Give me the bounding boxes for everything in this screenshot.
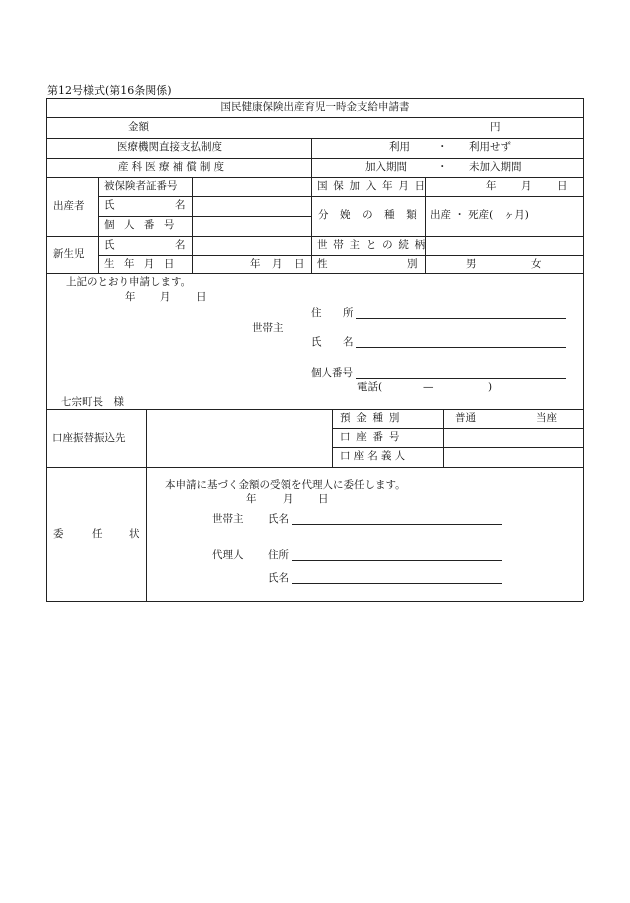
row-divider: [46, 409, 583, 410]
form-title: 国民健康保険出産育児一時金支給申請書: [220, 101, 410, 113]
delegation-date-day: 日: [318, 493, 329, 505]
delegation-label-1: 委: [53, 528, 64, 540]
insured-number-label: 被保険者証番号: [104, 180, 178, 192]
relation-label: 世帯主との続柄: [317, 239, 431, 251]
col-divider: [311, 177, 312, 273]
bank-section-label: 口座振替振込先: [52, 432, 126, 444]
delegation-label-2: 任: [92, 528, 103, 540]
applicant-address-label-2: 所: [343, 307, 354, 319]
deposit-regular[interactable]: 普通: [455, 412, 476, 424]
newborn-section-label: 新生児: [53, 248, 85, 260]
col-divider: [443, 409, 444, 467]
delegation-agent-name-label: 氏名: [268, 572, 289, 584]
applicant-phone-close: ): [488, 381, 493, 393]
row-divider: [46, 177, 583, 178]
row-divider: [46, 117, 583, 118]
applicant-address-label-1: 住: [311, 307, 322, 319]
delivery-type-label: 分娩の種類: [318, 209, 429, 221]
form-number-label: 第12号様式(第16条関係): [47, 84, 172, 97]
applicant-phone-dash: —: [423, 381, 434, 393]
applicant-name-line[interactable]: [356, 347, 566, 348]
delegation-householder-label: 世帯主: [212, 513, 244, 525]
application-date-day: 日: [196, 291, 207, 303]
col-divider: [146, 409, 147, 601]
deposit-checking[interactable]: 当座: [536, 412, 557, 424]
compensation-dot: ・: [437, 161, 448, 173]
delegation-householder-name-line[interactable]: [292, 524, 502, 525]
gender-male[interactable]: 男: [466, 258, 477, 270]
delegation-date-month: 月: [283, 493, 294, 505]
direct-payment-use[interactable]: 利用: [389, 141, 410, 153]
mother-name-label-2: 名: [175, 199, 186, 211]
account-holder-label: 口座名義人: [340, 450, 409, 462]
delegation-agent-address-line[interactable]: [292, 560, 502, 561]
mother-personal-number-label: 個人番号: [104, 219, 184, 231]
application-statement: 上記のとおり申請します。: [66, 276, 192, 288]
account-number-label: 口座番号: [340, 431, 406, 443]
enroll-date-label: 国保加入年月日: [317, 180, 431, 192]
applicant-personal-number-label: 個人番号: [311, 367, 353, 379]
row-divider: [332, 428, 583, 429]
delegation-date-year: 年: [246, 493, 257, 505]
row-divider: [46, 467, 583, 468]
compensation-not-enrolled[interactable]: 未加入期間: [469, 161, 522, 173]
enroll-date-month: 月: [521, 180, 532, 192]
table-border: [46, 601, 583, 602]
col-divider: [311, 138, 312, 177]
compensation-label: 産科医療補償制度: [118, 161, 228, 173]
gender-label-1: 性: [317, 258, 328, 270]
table-border: [46, 98, 47, 601]
deposit-type-label: 預金種別: [340, 412, 406, 424]
applicant-name-label-1: 氏: [311, 336, 322, 348]
applicant-personal-number-line[interactable]: [356, 378, 566, 379]
application-date-month: 月: [160, 291, 171, 303]
row-divider: [46, 273, 583, 274]
row-divider: [332, 447, 583, 448]
direct-payment-not-use[interactable]: 利用せず: [469, 141, 511, 153]
compensation-enrolled[interactable]: 加入期間: [365, 161, 407, 173]
enroll-date-day: 日: [557, 180, 568, 192]
birth-day: 日: [294, 258, 305, 270]
amount-label: 金額: [128, 121, 149, 133]
row-divider: [46, 236, 583, 237]
col-divider: [332, 409, 333, 467]
col-divider: [192, 177, 193, 273]
applicant-phone-label: 電話(: [357, 381, 383, 393]
addressee: 七宗町長 様: [61, 396, 124, 408]
delegation-agent-label: 代理人: [212, 549, 244, 561]
amount-unit: 円: [490, 121, 501, 133]
applicant-householder-label: 世帯主: [252, 322, 284, 334]
application-date-year: 年: [125, 291, 136, 303]
col-divider: [98, 177, 99, 273]
newborn-name-label-1: 氏: [104, 239, 115, 251]
direct-payment-dot: ・: [437, 141, 448, 153]
row-divider: [98, 255, 583, 256]
mother-section-label: 出産者: [53, 200, 85, 212]
applicant-address-line[interactable]: [356, 318, 566, 319]
gender-label-2: 別: [407, 258, 418, 270]
row-divider: [98, 196, 583, 197]
gender-female[interactable]: 女: [531, 258, 542, 270]
applicant-name-label-2: 名: [343, 336, 354, 348]
delegation-agent-address-label: 住所: [268, 549, 289, 561]
birth-date-label: 生年月日: [104, 258, 184, 270]
delegation-statement: 本申請に基づく金額の受領を代理人に委任します。: [165, 479, 406, 491]
delegation-householder-name-label: 氏名: [268, 513, 289, 525]
birth-year: 年: [250, 258, 261, 270]
row-divider: [46, 138, 583, 139]
enroll-date-year: 年: [486, 180, 497, 192]
newborn-name-label-2: 名: [175, 239, 186, 251]
mother-name-label-1: 氏: [104, 199, 115, 211]
birth-month: 月: [272, 258, 283, 270]
row-divider: [98, 216, 311, 217]
direct-payment-label: 医療機関直接支払制度: [117, 141, 222, 153]
table-border: [46, 98, 583, 99]
delegation-agent-name-line[interactable]: [292, 583, 502, 584]
delegation-label-3: 状: [129, 528, 140, 540]
row-divider: [46, 158, 583, 159]
delivery-type-value[interactable]: 出産 ・ 死産( ヶ月): [430, 209, 529, 221]
table-border: [583, 98, 584, 601]
